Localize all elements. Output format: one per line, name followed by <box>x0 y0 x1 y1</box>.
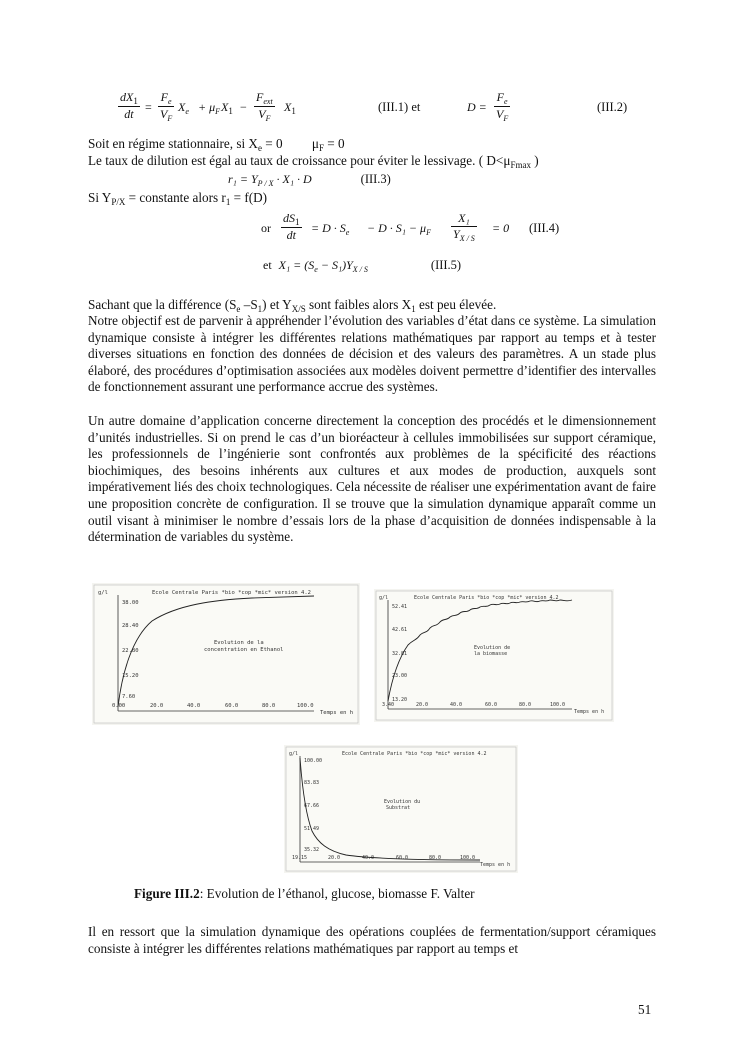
biomass-xtick: 100.0 <box>550 702 566 708</box>
page-number: 51 <box>638 1002 652 1017</box>
substrat-ytick: 100.00 <box>304 758 323 764</box>
paragraph-application: Un autre domaine d’application concerne directement la conception des procédés et le dimensionnement d’unités industrielles. Si on prend le cas d’un bioréacteur à cellules immobilisées sur support céramique, les professionnels de l’ingénierie sont confrontés aux problèmes de la spécificité des réactions biochimiques, des besoins inhérents aux cultures et aux modes de production, auxquels sont impérativement liés des choix technologiques. Cela nécessite de réaliser une expérimentation avant de faire une proposition concrète de configuration. Il se trouve que la simulation dynamique apparaît comme un outil visant à minimiser le nombre d’essais lors de la phase d’acquisition de données indispensable à la détermination de variables du système. <box>88 413 656 545</box>
equation-iii-3: $r_1 = Y_{P / X} \cdot X_1 \cdot D$ (III.3) <box>228 172 391 188</box>
ethanol-xtick: 0.00 <box>112 703 126 709</box>
equation-iii-5: et $X_1 = (S_e - S_1)Y_{X / S}$ (III.5) <box>263 258 462 274</box>
biomass-plot <box>374 589 614 722</box>
ethanol-xtick: 60.0 <box>225 703 239 709</box>
substrat-ytick: 51.49 <box>304 826 320 832</box>
figure-caption <box>134 886 475 903</box>
substrat-xtick: 19.15 <box>292 855 308 861</box>
biomass-ytick: 42.61 <box>392 627 408 633</box>
ethanol-plot <box>92 583 360 725</box>
substrat-xtick: 100.0 <box>460 855 476 861</box>
substrat-title-2: Substrat <box>386 805 411 811</box>
biomass-xtick: 80.0 <box>519 702 532 708</box>
ethanol-unit: g/l <box>98 590 108 596</box>
substrat-xtick: 80.0 <box>429 855 442 861</box>
graph-substrat <box>284 745 518 873</box>
biomass-header: Ecole Centrale Paris *bio *cop *mic* version 4.2 <box>414 595 559 601</box>
biomass-ytick: 32.81 <box>392 651 408 657</box>
biomass-time-label: Temps en h <box>574 709 605 715</box>
equation-iii-2: D = $\frac{F_e}{V_F}$ (III.2) <box>467 90 628 123</box>
equation-iii-1: $\frac{dX_1}{dt}$ = $\frac{F_e}{V_F}$ $X_e$ + $\mu_F$ $X_1$ − $F_{ext}$ $V_F$ $X_1$ (III.1) et <box>120 90 421 123</box>
paragraph-objective: Notre objectif est de parvenir à appréhender l’évolution des variables d’état dans ce système. La simulation dynamique consiste à intégrer les différentes relations mathématiques par rapport au temps et à tester diverses situations en fonction des données de décision et des valeurs des paramètres. A un stade plus élaboré, des procédures d’optimisation associées aux modèles doivent permettre d’identifier des intervalles de fonctionnement assurant une performance accrue des systèmes. <box>88 313 656 395</box>
biomass-title-2: la biomasse <box>474 651 508 657</box>
steady-state-line: Soit en régime stationnaire, si $X_e = 0$ $\mu_F = 0$ <box>88 136 345 153</box>
ethanol-ytick: 22.80 <box>122 648 139 654</box>
ethanol-ytick: 28.40 <box>122 623 139 629</box>
biomass-xtick: 20.0 <box>416 702 429 708</box>
ethanol-header: Ecole Centrale Paris *bio *cop *mic* version 4.2 <box>152 590 311 596</box>
ethanol-title-1: Evolution de la <box>214 640 264 646</box>
biomass-xtick: 60.0 <box>485 702 498 708</box>
ethanol-xtick: 100.0 <box>297 703 314 709</box>
figure-caption-label: Figure III.2 <box>134 886 200 901</box>
substrat-xtick: 40.0 <box>362 855 375 861</box>
biomass-xtick: 40.0 <box>450 702 463 708</box>
substrat-time-label: Temps en h <box>480 862 511 868</box>
biomass-xtick: 3.40 <box>382 702 395 708</box>
dilution-line: Le taux de dilution est égal au taux de croissance pour éviter le lessivage. ( $D<\mu_{Fmax}$ ) <box>88 153 539 170</box>
biomass-ytick: 13.20 <box>392 697 408 703</box>
substrat-header: Ecole Centrale Paris *bio *cop *mic* version 4.2 <box>342 751 487 757</box>
ethanol-xtick: 20.0 <box>150 703 164 709</box>
ethanol-ytick: 15.20 <box>122 673 139 679</box>
equation-iii-4: or $\frac{dS_1}{dt}$ = $D \cdot S_e$ − $D \cdot S_1 - \mu_F$ $\frac{\text{X₁}}{Y_{X / S}}$ = 0 (III.4) <box>261 211 560 243</box>
substrat-title-1: Evolution du <box>384 799 421 805</box>
biomass-ytick: 23.00 <box>392 673 408 679</box>
yield-line: Si $Y_{P/X}$ = constante alors $r_1 = f(D)$ <box>88 190 268 207</box>
substrat-ytick: 67.66 <box>304 803 320 809</box>
ethanol-title-2: concentration en Ethanol <box>204 647 284 653</box>
biomass-title-1: Evolution de <box>474 645 511 651</box>
ethanol-xtick: 40.0 <box>187 703 201 709</box>
substrat-unit: g/l <box>289 751 299 757</box>
substrat-xtick: 60.0 <box>396 855 409 861</box>
figure-caption-text: : Evolution de l’éthanol, glucose, biomasse F. Valter <box>199 886 475 901</box>
substrat-ytick: 83.83 <box>304 780 320 786</box>
biomass-ytick: 52.41 <box>392 604 408 610</box>
ethanol-time-label: Temps en h <box>320 710 354 716</box>
paragraph-conclusion: Il en ressort que la simulation dynamique des opérations couplées de fermentation/support céramiques consiste à intégrer les différentes relations mathématiques par rapport au temps et <box>88 924 656 956</box>
paragraph-difference: Sachant que la différence ($S_e$ $-S_1$) et $Y_{X/S}$ sont faibles alors $X_1$ est peu élevée. <box>88 297 497 314</box>
graph-ethanol <box>92 583 360 725</box>
substrat-plot <box>284 745 518 873</box>
graph-biomass <box>374 589 614 722</box>
ethanol-ytick: 38.00 <box>122 600 139 606</box>
substrat-ytick: 35.32 <box>304 847 320 853</box>
ethanol-ytick: 7.60 <box>122 694 136 700</box>
biomass-unit: g/l <box>379 595 389 601</box>
ethanol-xtick: 80.0 <box>262 703 276 709</box>
substrat-xtick: 20.0 <box>328 855 341 861</box>
